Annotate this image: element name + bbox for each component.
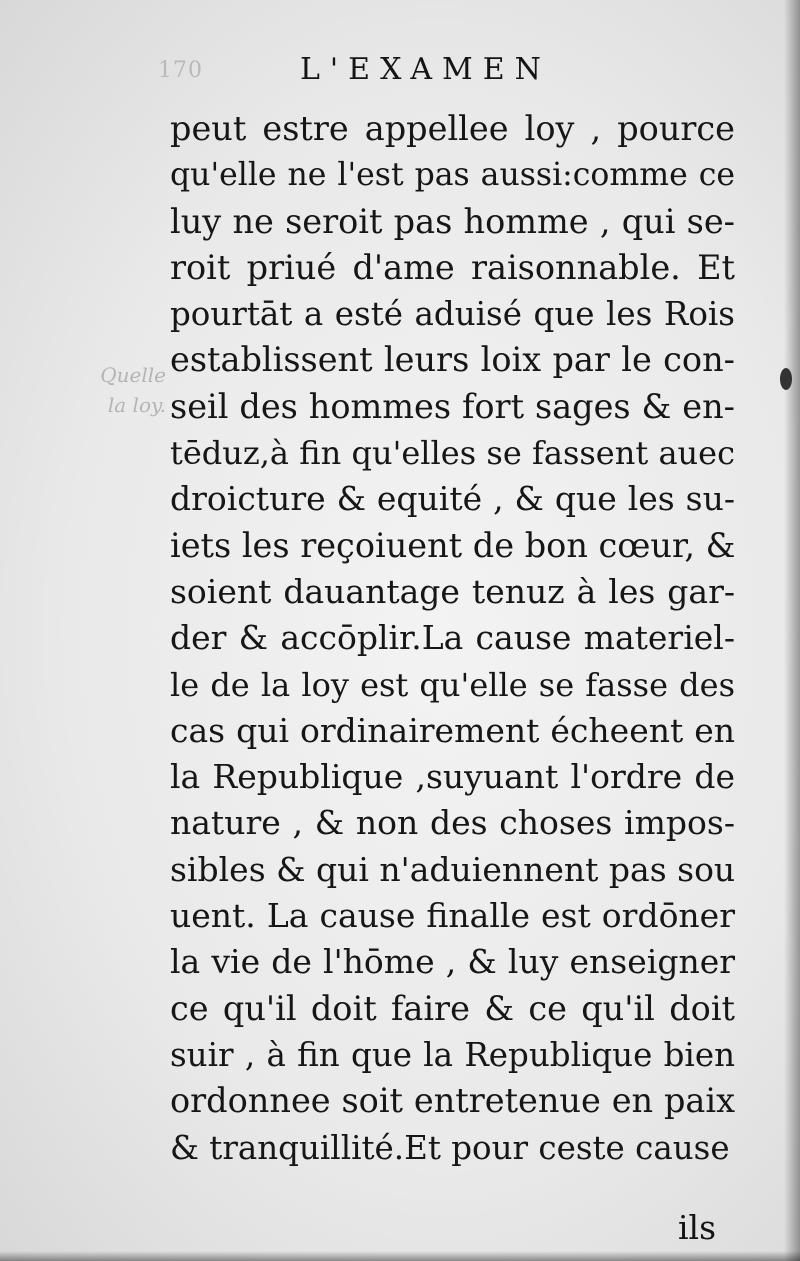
running-head: L'EXAMEN: [300, 52, 551, 87]
text-line: qu'elle ne l'est pas aussi:comme ce: [170, 157, 735, 194]
margin-note: [36, 360, 166, 420]
text-line: la Republique ,suyuant l'ordre de: [170, 757, 735, 797]
text-line: roit priué d'ame raisonnable. Et: [170, 247, 735, 287]
text-line: tēduz,à fin qu'elles se fassent auec: [170, 434, 735, 473]
body-text: [170, 106, 735, 1171]
text-line: le de la loy est qu'elle se fasse des: [170, 665, 735, 704]
page-number: 170: [158, 58, 203, 83]
catchword: ils: [678, 1208, 717, 1247]
text-line: ordonnee soit entretenue en paix: [170, 1081, 735, 1121]
text-line: luy ne seroit pas homme , qui se-: [170, 201, 735, 241]
text-line: peut estre appellee loy , pource: [170, 109, 735, 148]
text-line: cas qui ordinairement écheent en: [170, 710, 735, 750]
text-line: ce qu'il doit faire & ce qu'il doit: [170, 988, 735, 1028]
page-bottom-shadow: [0, 1251, 800, 1261]
text-line: nature , & non des choses impos-: [170, 803, 735, 843]
text-line: sibles & qui n'aduiennent pas sou: [170, 849, 736, 889]
page-edge-shadow: [784, 0, 800, 1261]
margin-note-line: Quelle: [100, 363, 166, 387]
text-line: la vie de l'hōme , & luy enseigner: [170, 942, 735, 982]
margin-note-line: la loy.: [107, 393, 166, 417]
text-line: establissent leurs loix par le con-: [170, 340, 735, 380]
text-line: soient dauantage tenuz à les gar-: [170, 571, 735, 611]
ink-blot: [780, 368, 792, 390]
text-line: & tranquillité.Et pour ceste cause: [170, 1128, 730, 1167]
text-line: uent. La cause finalle est ordōner: [170, 896, 735, 936]
text-line: iets les reçoiuent de bon cœur, &: [170, 525, 736, 565]
text-line: pourtāt a esté aduisé que les Rois: [170, 295, 735, 334]
text-line: der & accōplir.La cause materiel-: [170, 618, 735, 658]
text-line: suir , à fin que la Republique bien: [170, 1035, 735, 1074]
text-line: seil des hommes fort sages & en-: [170, 386, 735, 426]
text-line: droicture & equité , & que les su-: [170, 479, 735, 519]
